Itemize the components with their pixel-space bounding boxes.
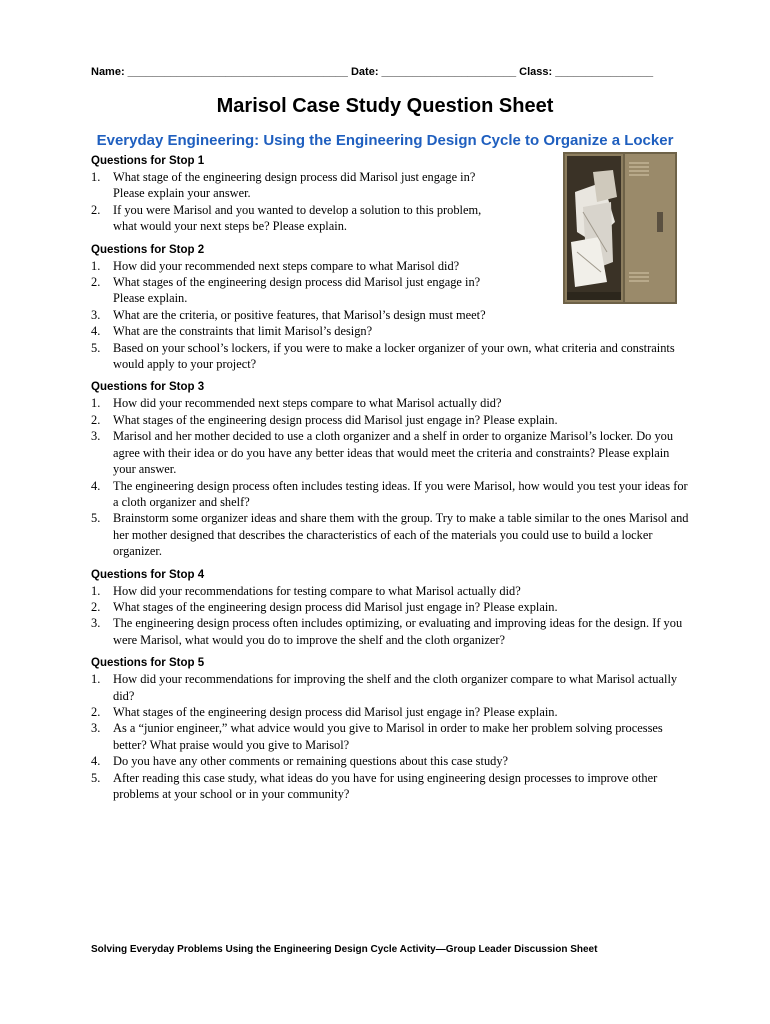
list-item [91,510,691,559]
question-number: 1. [91,258,101,273]
question-number: 3. [91,429,101,444]
question-number: 2. [91,599,101,614]
list-item [91,307,691,323]
question-text: The engineering design process often includes testing ideas. If you were Marisol, how would you test your ideas for a cloth organizer and shelf? [113,478,688,509]
question-text: How did your recommended next steps compare to what Marisol did? [113,258,460,273]
question-number: 3. [91,721,101,736]
question-text: How did your recommendations for improving the shelf and the cloth organizer compare to what Marisol actually did? [113,672,678,703]
question-number: 5. [91,340,101,355]
question-number: 3. [91,307,101,322]
question-text: What stages of the engineering design process did Marisol just engage in? Please explain. [113,412,558,427]
list-item [91,599,691,615]
list-item [91,753,691,769]
list-item [91,395,691,411]
question-number: 3. [91,616,101,631]
question-text: The engineering design process often includes optimizing, or evaluating and improving ideas for the design. If you were Marisol, what would you do to improve the shelf and the cloth organizer? [113,616,683,647]
question-number: 4. [91,324,101,339]
question-number: 2. [91,704,101,719]
section-heading: Questions for Stop 2 [91,243,205,256]
section-stop-1 [91,153,691,235]
question-text: What stages of the engineering design process did Marisol just engage in? Please explain. [113,275,481,306]
question-number: 5. [91,770,101,785]
questions-content [91,153,691,809]
question-text: Marisol and her mother decided to use a cloth organizer and a shelf in order to organize Marisol’s locker. Do you agree with their idea or do you have any better ideas that would meet the criteria and constraints? Please explain your answer. [113,429,674,477]
question-number: 2. [91,275,101,290]
question-number: 1. [91,396,101,411]
page-footer: Solving Everyday Problems Using the Engineering Design Cycle Activity—Group Leader Discussion Sheet [91,944,598,955]
question-text: What are the constraints that limit Marisol’s design? [113,324,373,339]
section-stop-2 [91,242,691,373]
list-item [91,704,691,720]
question-text: What stages of the engineering design process did Marisol just engage in? Please explain. [113,704,558,719]
section-heading: Questions for Stop 3 [91,381,205,394]
section-stop-5 [91,655,691,802]
list-item [91,340,691,373]
question-number: 1. [91,672,101,687]
list-item [91,428,691,477]
section-heading: Questions for Stop 1 [91,155,205,167]
list-item [91,770,691,803]
page-subtitle: Everyday Engineering: Using the Engineering Design Cycle to Organize a Locker [96,132,674,149]
section-stop-4 [91,567,691,649]
question-text: Do you have any other comments or remaining questions about this case study? [113,754,509,769]
question-text: What stage of the engineering design process did Marisol just engage in? Please explain your answer. [113,170,476,201]
list-item [91,671,691,704]
question-number: 1. [91,583,101,598]
list-item [91,720,691,753]
list-item [91,478,691,511]
question-text: What stages of the engineering design process did Marisol just engage in? Please explain. [113,599,558,614]
list-item [91,412,691,428]
question-text: If you were Marisol and you wanted to develop a solution to this problem, what would your next steps be? Please explain. [113,202,482,234]
question-text: How did your recommendations for testing compare to what Marisol actually did? [113,583,521,598]
page-title: Marisol Case Study Question Sheet [216,95,554,117]
question-text: How did your recommended next steps compare to what Marisol actually did? [113,396,502,411]
question-number: 5. [91,511,101,526]
list-item [91,274,691,307]
section-heading: Questions for Stop 5 [91,657,205,670]
question-number: 2. [91,202,101,217]
list-item [91,169,691,202]
question-number: 2. [91,412,101,427]
list-item [91,615,691,648]
question-number: 4. [91,754,101,769]
question-text: What are the criteria, or positive features, that Marisol’s design must meet? [113,307,486,322]
list-item [91,323,691,339]
question-text: As a “junior engineer,” what advice would you give to Marisol in order to make her problem solving processes better? What praise would you give to Marisol? [113,721,663,752]
question-number: 4. [91,478,101,493]
name-date-class-line: Name: ____________________________________ Date: ______________________ Class: ________________ [91,66,654,78]
list-item [91,583,691,599]
list-item [91,258,691,274]
section-stop-3 [91,379,691,559]
question-text: Based on your school’s lockers, if you were to make a locker organizer of your own, what criteria and constraints would apply to your project? [113,340,675,372]
question-number: 1. [91,170,101,184]
question-text: Brainstorm some organizer ideas and share them with the group. Try to make a table similar to the ones Marisol and her mother designed that describes the characteristics of each of the materials you could use to build a locker organizer. [113,511,689,559]
question-text: After reading this case study, what ideas do you have for using engineering design processes to improve other problems at your school or in your community? [113,770,658,801]
list-item [91,202,691,235]
section-heading: Questions for Stop 4 [91,568,205,581]
